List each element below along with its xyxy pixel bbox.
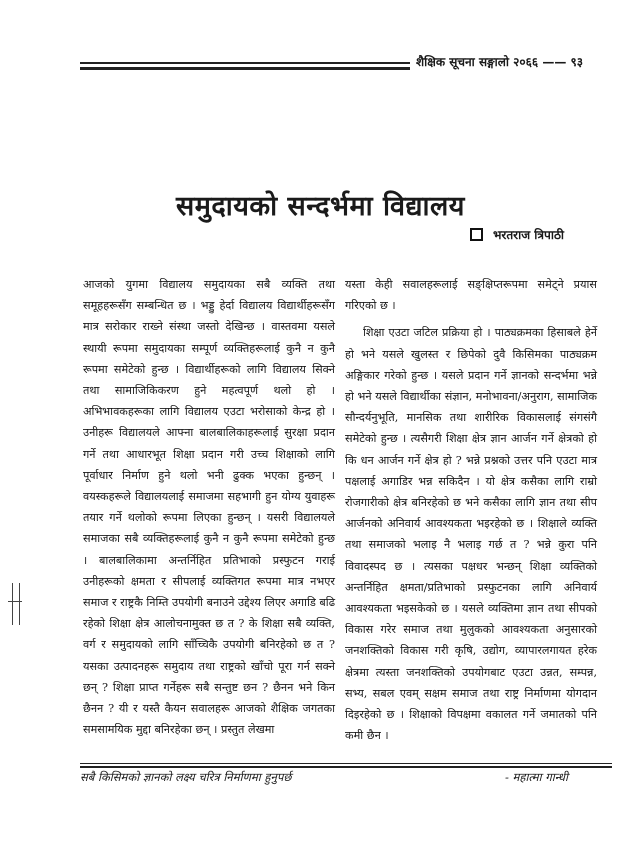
author-name: भरतराज त्रिपाठी — [493, 228, 565, 242]
left-column-paragraph: आजको युगमा विद्यालय समुदायका सबै व्यक्ति तथा समूहहरूसँग सम्बन्धित छ । भड्डु हेर्दा विद्यालय विद्यार्थीहरूसँग मात्र सरोकार राख्ने संस्था जस्तो देखिन्छ । वास्तवमा यसले स्थायी रूपमा समुदायका सम्पूर्ण व्यक्तिहरूलाई कुनै न कुनै रूपमा समेटेको हुन्छ । विद्यार्थीहरूको लागि विद्यालय सिक्ने तथा सामाजिकिकरण हुने महत्वपूर्ण थलो हो । अभिभावकहरूका लागि विद्यालय एउटा भरोसाको केन्द्र हो । उनीहरू विद्यालयले आफ्ना बालबालिकाहरूलाई सुरक्षा प्रदान गर्ने तथा आधारभूत शिक्षा प्रदान गरी उच्च शिक्षाको लागि पूर्वाधार निर्माण हुने थलो भनी ढुक्क भएका हुन्छन् । वयस्कहरूले विद्यालयलाई समाजमा सहभागी हुन योग्य युवाहरू तयार गर्ने थलोको रूपमा लिएका हुन्छन् । यसरी विद्यालयले समाजका सबै व्यक्तिहरूलाई कुनै न कुनै रूपमा समेटेको हुन्छ । बालबालिकामा अन्तर्निहित प्रतिभाको प्रस्फुटन गराई उनीहरूको क्षमता र सीपलाई व्यक्तिगत रूपमा मात्र नभएर समाज र राष्ट्रकै निम्ति उपयोगी बनाउने उद्देश्य लिएर अगाडि बढि रहेको शिक्षा क्षेत्र आलोचनामुक्त छ त ? के शिक्षा सबै व्यक्ति, वर्ग र समुदायको लागि साँच्चिकै उपयोगी बनिरहेको छ त ? यसका उत्पादनहरू समुदाय तथा राष्ट्रको खाँचो पूरा गर्न सक्ने छन् ? शिक्षा प्राप्त गर्नेहरू सबै सन्तुष्ट छन ? छैनन भने किन छैनन ? यी र यस्तै कैयन सवालहरू आजको शैक्षिक जगतका समसामयिक मुद्दा बनिरहेका छन् । प्रस्तुत लेखमा — [83, 278, 335, 737]
right-column — [345, 274, 597, 746]
left-column — [83, 274, 335, 740]
right-column-paragraph-1: यस्ता केही सवालहरूलाई सङ्क्षिप्तरूपमा समेट्ने प्रयास गरिएको छ । — [345, 278, 597, 313]
author-line — [470, 226, 610, 243]
article-title: समुदायको सन्दर्भमा विद्यालय — [176, 191, 465, 223]
header-rule-top — [80, 62, 410, 64]
running-header: शैक्षिक सूचना सङ्गालो २०६६ —— ९३ — [416, 55, 583, 69]
header-rule-bottom — [80, 67, 410, 70]
footer-quote: सबै किसिमको ज्ञानको लक्ष्य चरित्र निर्माणमा हुनुपर्छ — [80, 770, 292, 784]
footer-attribution: - महात्मा गान्धी — [505, 770, 568, 784]
footer-rule-top — [80, 763, 612, 764]
square-bullet-icon — [470, 228, 483, 241]
right-column-paragraph-2: शिक्षा एउटा जटिल प्रक्रिया हो । पाठ्यक्रमका हिसाबले हेर्ने हो भने यसले खुलस्त र छिपेको दुवै किसिमका पाठ्यक्रम अङ्गिकार गरेको हुन्छ । यसले प्रदान गर्ने ज्ञानको सन्दर्भमा भन्ने हो भने यसले विद्यार्थीका संज्ञान, मनोभावना/अनुराग, सामाजिक सौन्दर्यनुभूति, मानसिक तथा शारीरिक विकासलाई संगसंगै समेटेको हुन्छ । त्यसैगरी शिक्षा क्षेत्र ज्ञान आर्जन गर्ने क्षेत्रको हो कि धन आर्जन गर्ने क्षेत्र हो ? भन्ने प्रश्नको उत्तर पनि एउटा मात्र पक्षलाई अगाडिर भन्न सकिदैन । यो क्षेत्र कसैका लागि राम्रो रोजगारीको क्षेत्र बनिरहेको छ भने कसैका लागि ज्ञान तथा सीप आर्जनको अनिवार्य आवश्यकता भइरहेको छ । शिक्षाले व्यक्ति तथा समाजको भलाइ नै भलाइ गर्छ त ? भन्ने कुरा पनि विवादस्पद छ । त्यसका पक्षधर भन्छन् शिक्षा व्यक्तिको अन्तर्निहित क्षमता/प्रतिभाको प्रस्फुटनका लागि अनिवार्य आवश्यकता भइसकेको छ । यसले व्यक्तिमा ज्ञान तथा सीपको विकास गरेर समाज तथा मुलुकको आवश्यकता अनुसारको जनशक्तिको विकास गरी कृषि, उद्योग, व्यापारलगायत हरेक क्षेत्रमा त्यस्ता जनशक्तिको उपयोगबाट एउटा उन्नत, सम्पन्न, सभ्य, सबल एवम् सक्षम समाज तथा राष्ट्र निर्माणमा योगदान दिइरहेको छ । शिक्षाको विपक्षमा वकालत गर्ने जमातको पनि कमी छैन । — [345, 326, 597, 743]
margin-mark — [12, 583, 20, 625]
footer-rule-bottom — [80, 766, 612, 768]
